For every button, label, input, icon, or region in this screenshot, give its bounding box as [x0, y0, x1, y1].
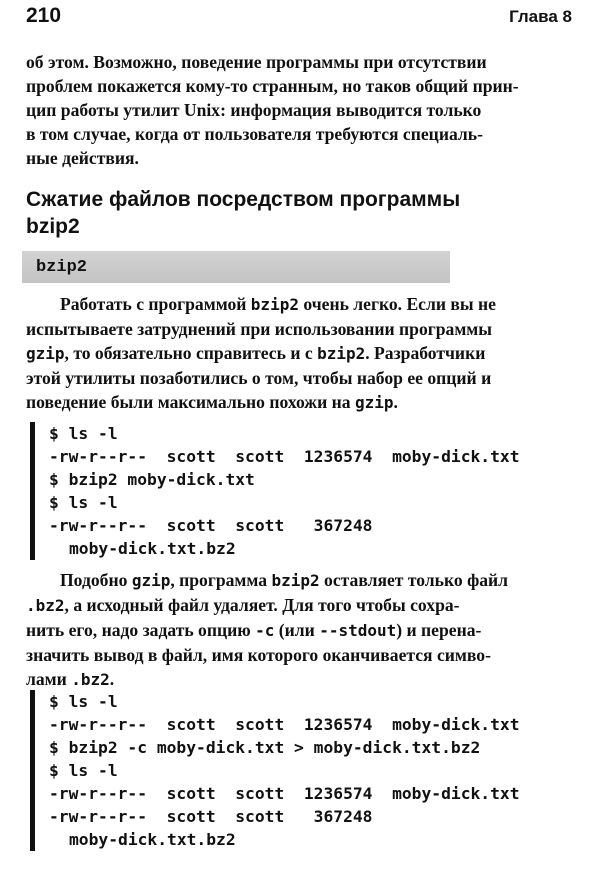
text-line: ные действия. [26, 148, 139, 168]
code-line: $ bzip2 -c moby-dick.txt > moby-dick.txt.bz2 [49, 738, 481, 757]
body-paragraph [26, 292, 571, 415]
section-heading [26, 186, 460, 240]
text-line: Подобно gzip, программа bzip2 оставляет только файл [60, 570, 509, 590]
code-line: $ ls -l [49, 692, 118, 711]
text-line: этой утилиты позаботились о том, чтобы набор ее опций и [26, 368, 492, 388]
command-syntax: bzip2 [36, 257, 88, 277]
text-line: gzip, то обязательно справитесь и с bzip2. Разработчики [26, 343, 486, 363]
code-line: -rw-r--r-- scott scott 1236574 moby-dick.txt [49, 715, 520, 734]
text-line: нить его, надо задать опцию -c (или --stdout) и перена- [26, 620, 482, 640]
code-line: -rw-r--r-- scott scott 1236574 moby-dick.txt [49, 447, 520, 466]
code-line: -rw-r--r-- scott scott 367248 [49, 807, 373, 826]
text-line: в том случае, когда от пользователя требуются специаль- [26, 124, 483, 144]
text-line: лами .bz2. [26, 669, 115, 689]
intro-paragraph [26, 50, 571, 170]
code-line: -rw-r--r-- scott scott 367248 [49, 516, 373, 535]
code-line: $ ls -l [49, 761, 118, 780]
text-line: проблем покажется кому-то странным, но таков общий прин- [26, 76, 519, 96]
text-line: поведение были максимально похожи на gzip. [26, 392, 398, 412]
command-syntax-bar [22, 251, 450, 283]
text-line: цип работы утилит Unix: информация выводится только [26, 100, 482, 120]
page-header [26, 4, 572, 28]
text-line: испытываете затруднений при использовании программы [26, 319, 493, 339]
body-paragraph [26, 568, 571, 692]
chapter-title: Глава 8 [509, 7, 572, 26]
text-line: значить вывод в файл, имя которого оканчивается симво- [26, 645, 491, 665]
code-line: $ bzip2 moby-dick.txt [49, 470, 255, 489]
code-line: $ ls -l [49, 424, 118, 443]
section-heading-line: bzip2 [26, 215, 80, 238]
code-line: $ ls -l [49, 493, 118, 512]
page-number: 210 [26, 4, 62, 27]
text-line: Работать с программой bzip2 очень легко. Если вы не [60, 294, 496, 314]
code-block [30, 690, 520, 851]
code-line: -rw-r--r-- scott scott 1236574 moby-dick.txt [49, 784, 520, 803]
code-block [30, 422, 520, 560]
text-line: .bz2, а исходный файл удаляет. Для того чтобы сохра- [26, 595, 460, 615]
code-line: moby-dick.txt.bz2 [69, 830, 236, 849]
code-line: moby-dick.txt.bz2 [69, 539, 236, 558]
section-heading-line: Сжатие файлов посредством программы [26, 188, 461, 211]
text-line: об этом. Возможно, поведение программы при отсутствии [26, 52, 487, 72]
